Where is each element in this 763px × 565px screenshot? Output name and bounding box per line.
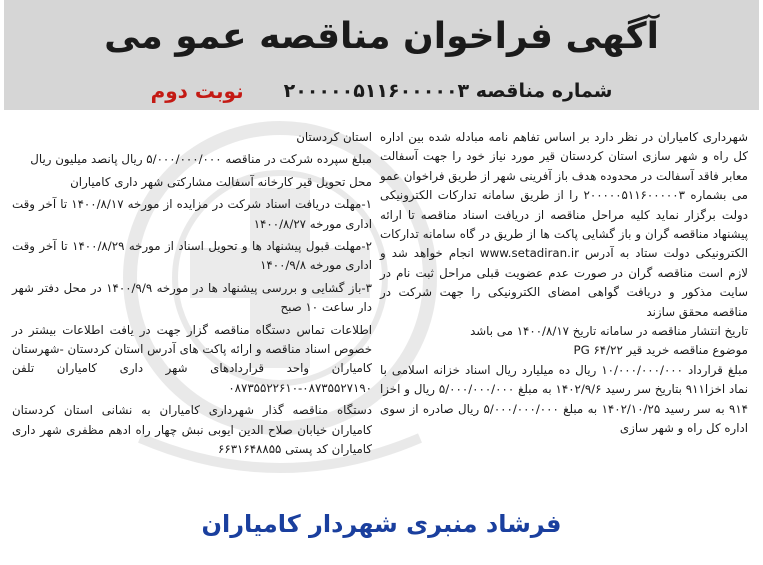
right-column — [380, 128, 748, 439]
paragraph-opening: ۳-باز گشایی و بررسی پیشنهاد ها در مورخه ۱۴۰۰/۹/۹ در محل دفتر شهر دار ساعت ۱۰ صبح — [12, 280, 372, 315]
left-column — [12, 128, 372, 463]
paragraph-deadline-2: ۲-مهلت قبول پیشنهاد ها و تحویل اسناد از مورخه ۱۴۰۰/۸/۲۹ تا آخر وقت اداری مورخه ۱۴۰۰/۹/۸ — [12, 239, 372, 273]
paragraph-address: دستگاه مناقصه گذار شهرداری کامیاران به نشانی استان کردستان کامیاران خیابان صلاح الدین ایوبی نبش چهار راه ادهم مظفری شهر داری کامیاران کد پستی ۶۶۳۱۶۴۸۸۵۵ — [12, 403, 372, 457]
paragraph-subject: موضوع مناقصه خرید قیر PG ۶۴/۲۲ — [573, 343, 748, 358]
paragraph-province: استان کردستان — [296, 130, 372, 144]
paragraph-deadline-1: ۱-مهلت دریافت اسناد شرکت در مزایده از مورخه ۱۴۰۰/۸/۱۷ تا آخر وقت اداری مورخه ۱۴۰۰/۸/۲۷ — [12, 197, 372, 231]
paragraph-contact: اطلاعات تماس دستگاه مناقصه گزار جهت در یافت اطلاعات بیشتر در خصوص اسناد مناقصه و ارائه پاکت های آدرس استان کردستان -شهرستان کامیاران واحد قراردادهای شهر داری کامیاران تلفن ۰۸۷۳۵۵۲۷۱۹۰-۰۸۷۳۵۵۲۲۶۱۰ — [12, 322, 372, 395]
round-label: نوبت دوم — [150, 79, 244, 103]
signature: فرشاد منبری شهردار کامیاران — [201, 510, 562, 538]
paragraph-delivery: محل تحویل قیر کارخانه آسفالت مشارکتی شهر داری کامیاران — [70, 174, 372, 189]
paragraph-contract-amount: مبلغ قرارداد ۱۰/۰۰۰/۰۰۰/۰۰۰ ریال ده میلیارد ریال اسناد خزانه اسلامی با نماد اخزا۹۱۱ بتاریخ سر رسید ۱۴۰۲/۹/۶ به مبلغ ۵/۰۰۰/۰۰۰/۰۰۰ ریال و اخزا ۹۱۴ به سر رسید ۱۴۰۲/۱۰/۲۵ به مبلغ ۵/۰۰۰/۰۰۰/۰۰۰ ریال صادره از سوی اداره کل راه و شهر سازی — [380, 362, 749, 436]
paragraph-deposit: مبلغ سپرده شرکت در مناقصه ۵/۰۰۰/۰۰۰/۰۰۰ ریال پانصد میلیون ریال — [30, 152, 372, 167]
header-banner — [4, 0, 759, 110]
page-title: آگهی فراخوان مناقصه عمو می — [104, 16, 659, 57]
notice-number: شماره مناقصه ۲۰۰۰۰۰۵۱۱۶۰۰۰۰۰۳ — [283, 80, 613, 102]
paragraph-intro: شهرداری کامیاران در نظر دارد بر اساس تفاهم نامه مبادله شده بین اداره کل راه و شهر سازی استان کردستان قیر مورد نیاز خود را جهت آسفالت معابر فاقد آسفالت در محدوده هدف باز آفرینی شهر از طریق فراخوان عمو می بشماره ۲۰۰۰۰۰۵۱۱۶۰۰۰۰۰۳ را از طریق سامانه تدارکات الکترونیکی دولت برگزار نماید کلیه مراحل مناقصه از دریافت اسناد مناقصه تا ارائه پیشنهاد مناقصه گران و باز گشایی پاکت ها از طریق در گاه سامانه تدارکات الکترونیکی دولت ستاد به آدرس www.setadiran.ir انجام خواهد شد و لازم است مناقصه گران در صورت عدم عضویت قبلی مراحل ثبت نام در سایت مذکور و دریافت گواهی امضای الکترونیکی را جهت شرکت در مناقصه محقق سازند — [380, 130, 748, 319]
notice-subline — [20, 76, 743, 106]
paragraph-publish-date: تاریخ انتشار مناقصه در سامانه تاریخ ۱۴۰۰/۸/۱۷ می باشد — [470, 324, 748, 339]
